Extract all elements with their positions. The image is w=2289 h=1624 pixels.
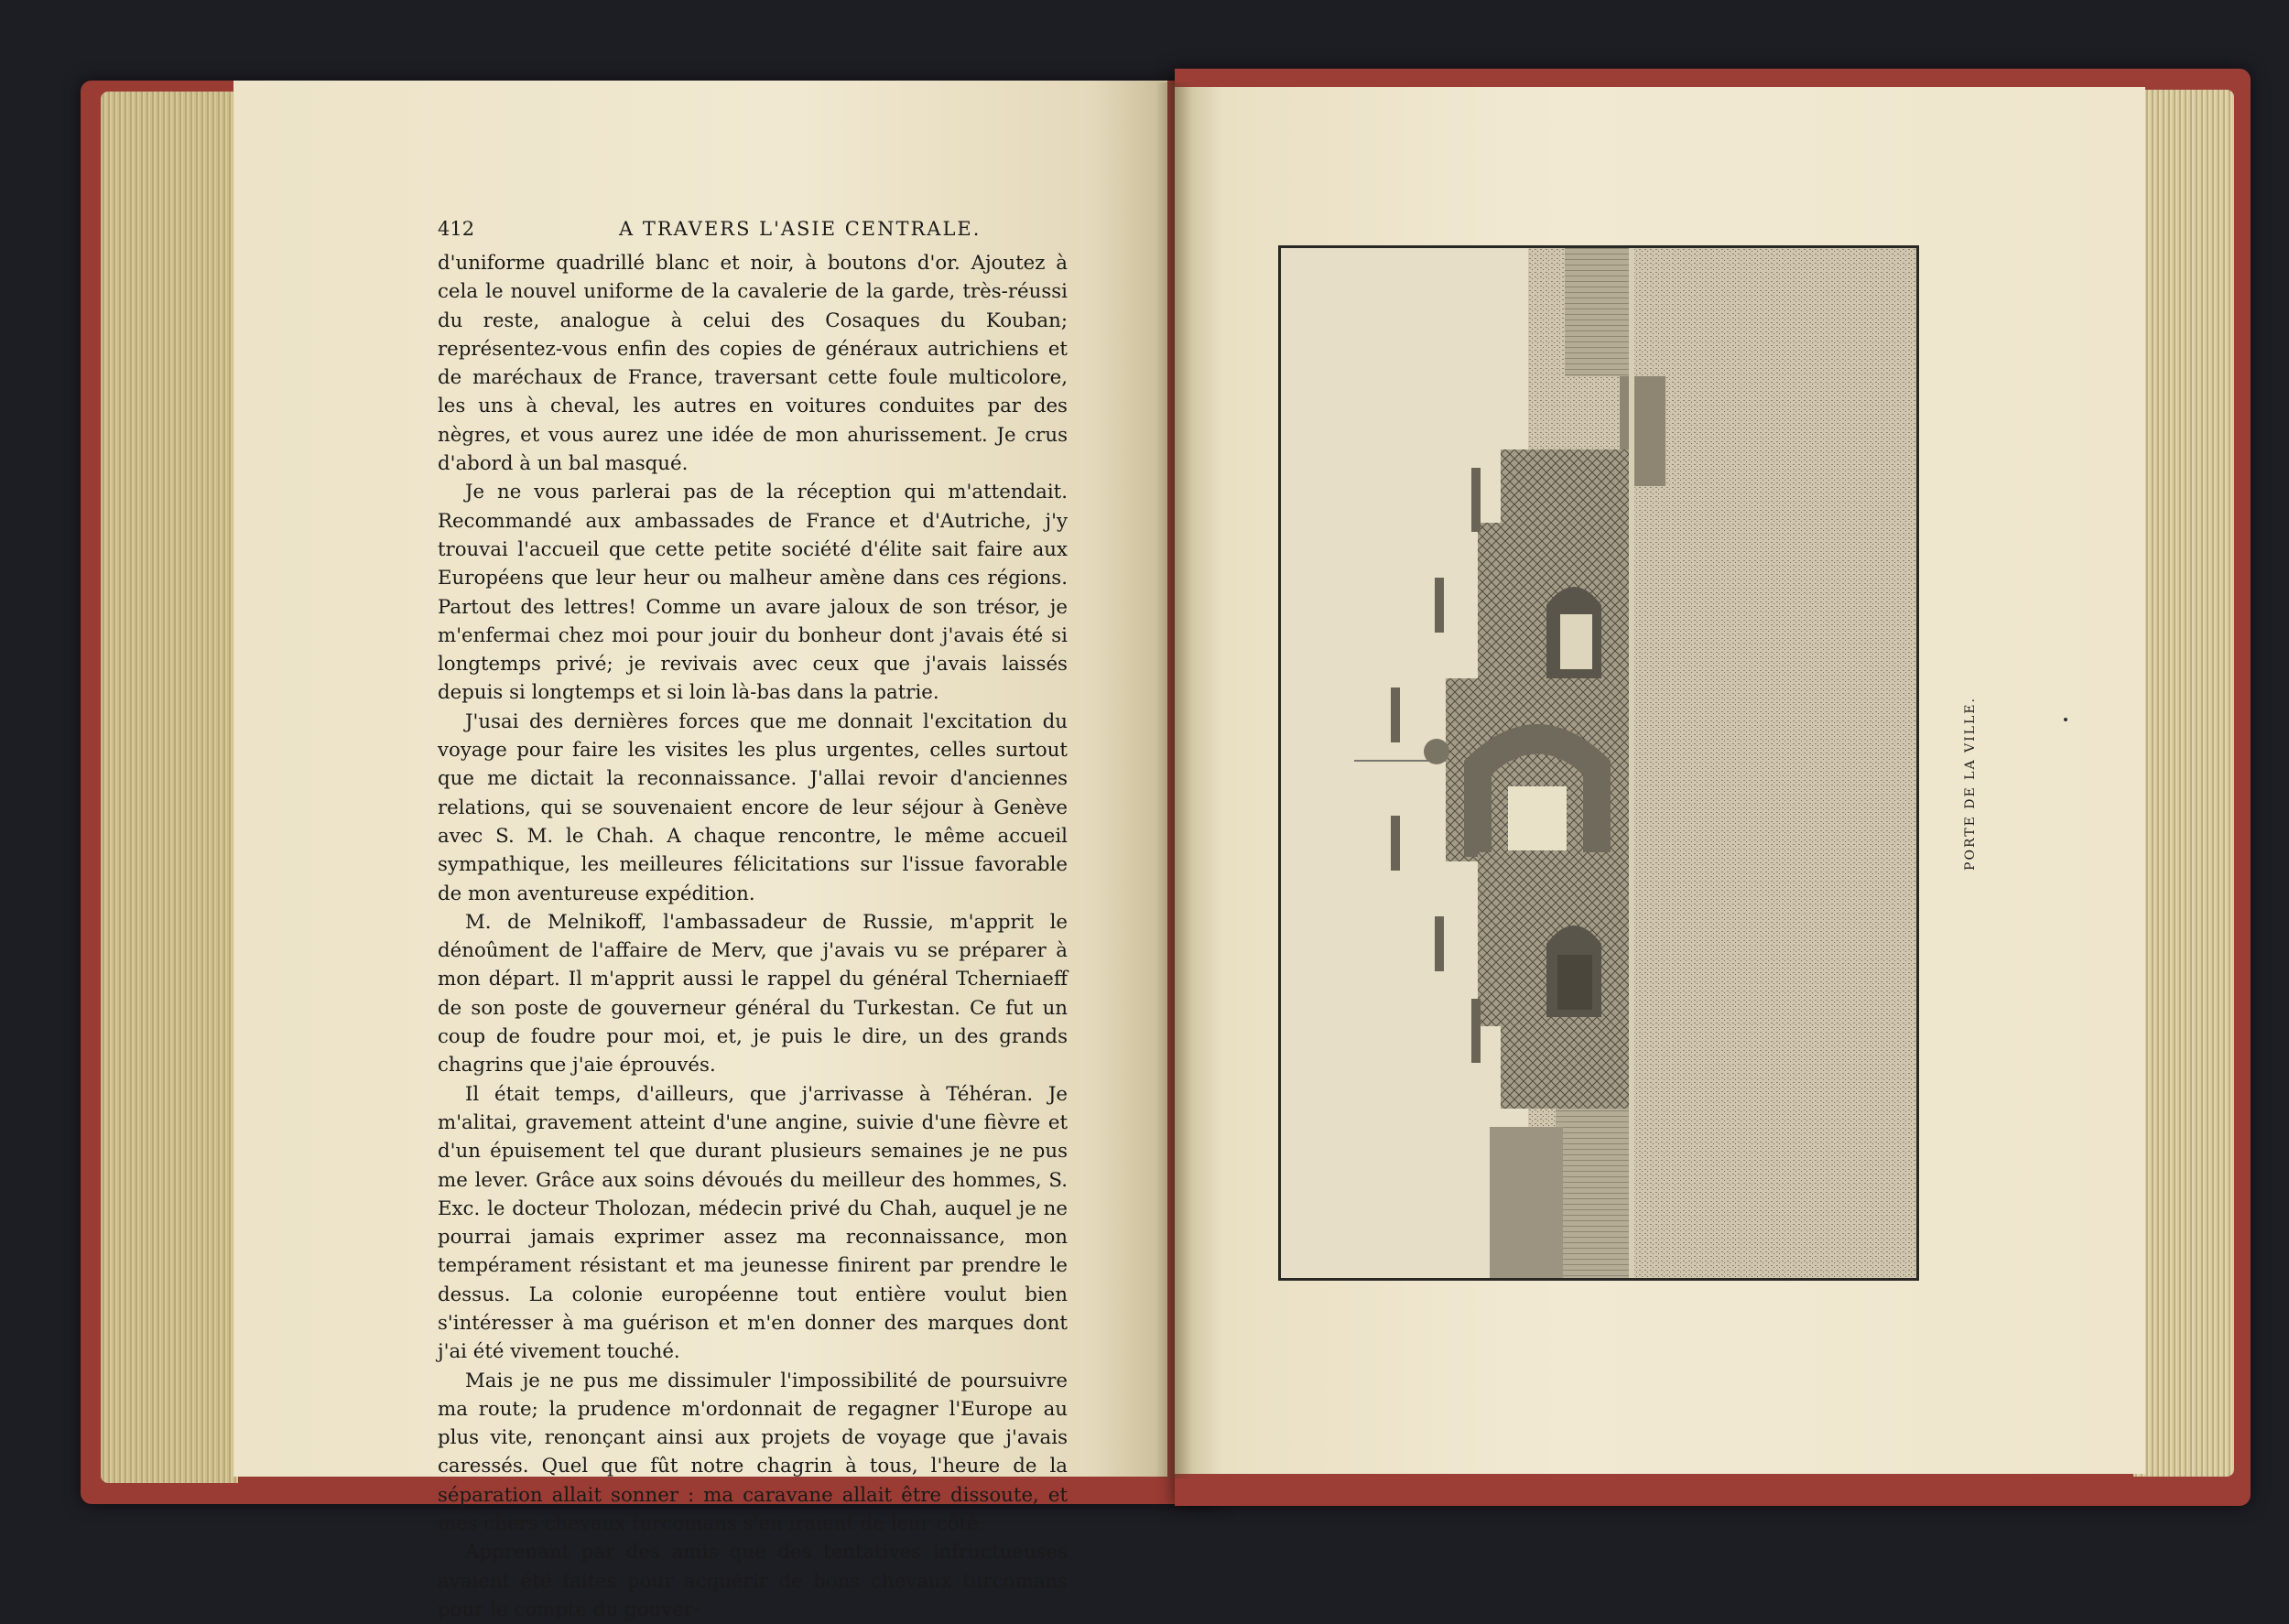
paragraph: Apprenant par des amis que des tentatives infructueuses avaient été faites pour acquérir de bons chevaux turcomans pour le compte du gouver- [438,1541,1068,1621]
running-head [438,218,1099,245]
plate-caption: PORTE DE LA VILLE. [1963,697,1978,871]
page-number: 412 [438,218,475,240]
city-gate-engraving [1278,245,1919,1281]
body-text [438,249,1068,1624]
running-title: A TRAVERS L'ASIE CENTRALE. [619,218,982,240]
paragraph: M. de Melnikoff, l'ambassadeur de Russie, m'apprit le dénoûment de l'affaire de Merv, que j'avais vu se préparer à mon départ. Il m'apprit aussi le rappel du général Tcherniaeff de son poste de gouverneur général du Turkestan. Ce fut un coup de foudre pour moi, et, je puis le dire, un des grands chagrins que j'aie éprouvés. [438,910,1068,1077]
paragraph: Je ne vous parlerai pas de la réception qui m'attendait. Recommandé aux ambassades de France et d'Autriche, j'y trouvai l'accueil que cette petite société d'élite sait faire aux Européens que leur heur ou malheur amène dans ces régions. Partout des lettres! Comme un avare jaloux de son trésor, je m'enfermai chez moi pour jouir du bonheur dont j'avais été si longtemps privé; je revivais avec ceux que j'avais laissés depuis si longtemps et si loin là-bas dans la patrie. [438,481,1068,705]
page-edges-left [101,92,238,1483]
paragraph: Il était temps, d'ailleurs, que j'arrivasse à Téhéran. Je m'alitai, gravement atteint d'une angine, suivie d'une fièvre et d'un épuisement tel que durant plusieurs semaines je ne pus me lever. Grâce aux soins dévoués du meilleur des hommes, S. Exc. le docteur Tholozan, médecin privé du Chah, auquel je ne pourrai jamais exprimer assez ma reconnaissance, mon tempérament résistant et ma jeunesse finirent par prendre le dessus. La colonie européenne tout entière voulut bien s'intéresser à ma guérison et m'en donner des marques dont j'ai été vivement touché. [438,1082,1068,1364]
paragraph: Mais je ne pus me dissimuler l'impossibilité de poursuivre ma route; la prudence m'ordonnait de regagner l'Europe au plus vite, renonçant ainsi aux projets de voyage que j'avais caressés. Quel que fût notre chagrin à tous, l'heure de la séparation allait sonner : ma caravane allait être dissoute, et mes chers chevaux turcomans s'en iraient de leur côté. [438,1369,1068,1536]
paragraph: d'uniforme quadrillé blanc et noir, à boutons d'or. Ajoutez à cela le nouvel uniforme de la cavalerie de la garde, très-réussi du reste, analogue à celui des Cosaques du Kouban; représentez-vous enfin des copies de généraux autrichiens et de maréchaux de France, traversant cette foule multicolore, les uns à cheval, les autres en voitures conduites par des nègres, et vous aurez une idée de mon ahurissement. Je crus d'abord à un bal masqué. [438,252,1068,476]
page-edges-right [2133,90,2234,1477]
ink-speck [2064,718,2067,721]
paragraph: J'usai des dernières forces que me donnait l'excitation du voyage pour faire les visites les plus urgentes, celles surtout que me dictait la reconnaissance. J'allai revoir d'anciennes relations, qui se souvenaient encore de leur séjour à Genève avec S. M. le Chah. A chaque rencontre, le même accueil sympathique, les meilleures félicitations sur l'issue favorable de mon aventureuse expédition. [438,709,1068,905]
book-gutter [1155,82,1192,1478]
